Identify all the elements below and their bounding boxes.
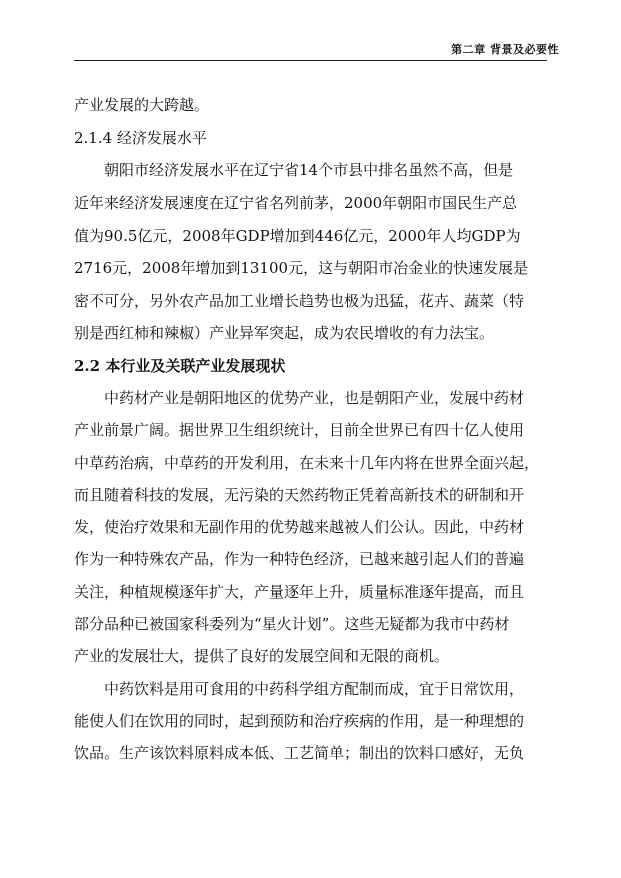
body-text-line: 2716元，2008年增加到13100元，这与朝阳市冶金业的快速发展是 bbox=[74, 259, 529, 277]
body-text-line: 而且随着科技的发展，无污染的天然药物正凭着高新技术的研制和开 bbox=[74, 486, 525, 504]
body-text-line: 作为一种特殊农产品，作为一种特色经济，已越来越引起人们的普遍 bbox=[74, 550, 525, 568]
section-heading-2-1-4: 2.1.4 经济发展水平 bbox=[74, 129, 207, 147]
body-text-line: 产业的发展壮大，提供了良好的发展空间和无限的商机。 bbox=[74, 647, 450, 665]
body-text-line: 产业发展的大跨越。 bbox=[74, 96, 210, 114]
body-text-line: 关注，种植规模逐年扩大，产量逐年上升，质量标准逐年提高，而且 bbox=[74, 583, 525, 601]
body-text-line: 能使人们在饮用的同时，起到预防和治疗疾病的作用，是一种理想的 bbox=[74, 712, 525, 730]
body-text-line: 中药材产业是朝阳地区的优势产业，也是朝阳产业，发展中药材 bbox=[104, 389, 525, 407]
body-text-line: 密不可分，另外农产品加工业增长趋势也极为迅猛，花卉、蔬菜（特 bbox=[74, 292, 525, 310]
body-text-line: 饮品。生产该饮料原料成本低、工艺简单；制出的饮料口感好，无负 bbox=[74, 744, 525, 762]
body-text-line: 部分品种已被国家科委列为“星火计划”。这些无疑都为我市中药材 bbox=[74, 615, 510, 633]
body-text-line: 中药饮料是用可食用的中药科学组方配制而成，宜于日常饮用， bbox=[104, 680, 525, 698]
section-heading-2-2: 2.2 本行业及关联产业发展现状 bbox=[74, 357, 286, 375]
header-divider bbox=[74, 60, 547, 61]
body-text-line: 朝阳市经济发展水平在辽宁省14个市县中排名虽然不高，但是 bbox=[104, 161, 514, 179]
body-text-line: 发，使治疗效果和无副作用的优势越来越被人们公认。因此，中药材 bbox=[74, 518, 525, 536]
body-text-line: 别是西红柿和辣椒）产业异军突起，成为农民增收的有力法宝。 bbox=[74, 324, 495, 342]
body-text-line: 近年来经济发展速度在辽宁省名列前茅，2000年朝阳市国民生产总 bbox=[74, 194, 518, 212]
page-header-title: 第二章 背景及必要性 bbox=[451, 43, 559, 56]
body-text-line: 值为90.5亿元，2008年GDP增加到446亿元，2000年人均GDP为 bbox=[74, 227, 521, 245]
body-text-line: 产业前景广阔。据世界卫生组织统计，目前全世界已有四十亿人使用 bbox=[74, 421, 525, 439]
body-text-line: 中草药治病，中草药的开发利用，在未来十几年内将在世界全面兴起， bbox=[74, 454, 540, 472]
